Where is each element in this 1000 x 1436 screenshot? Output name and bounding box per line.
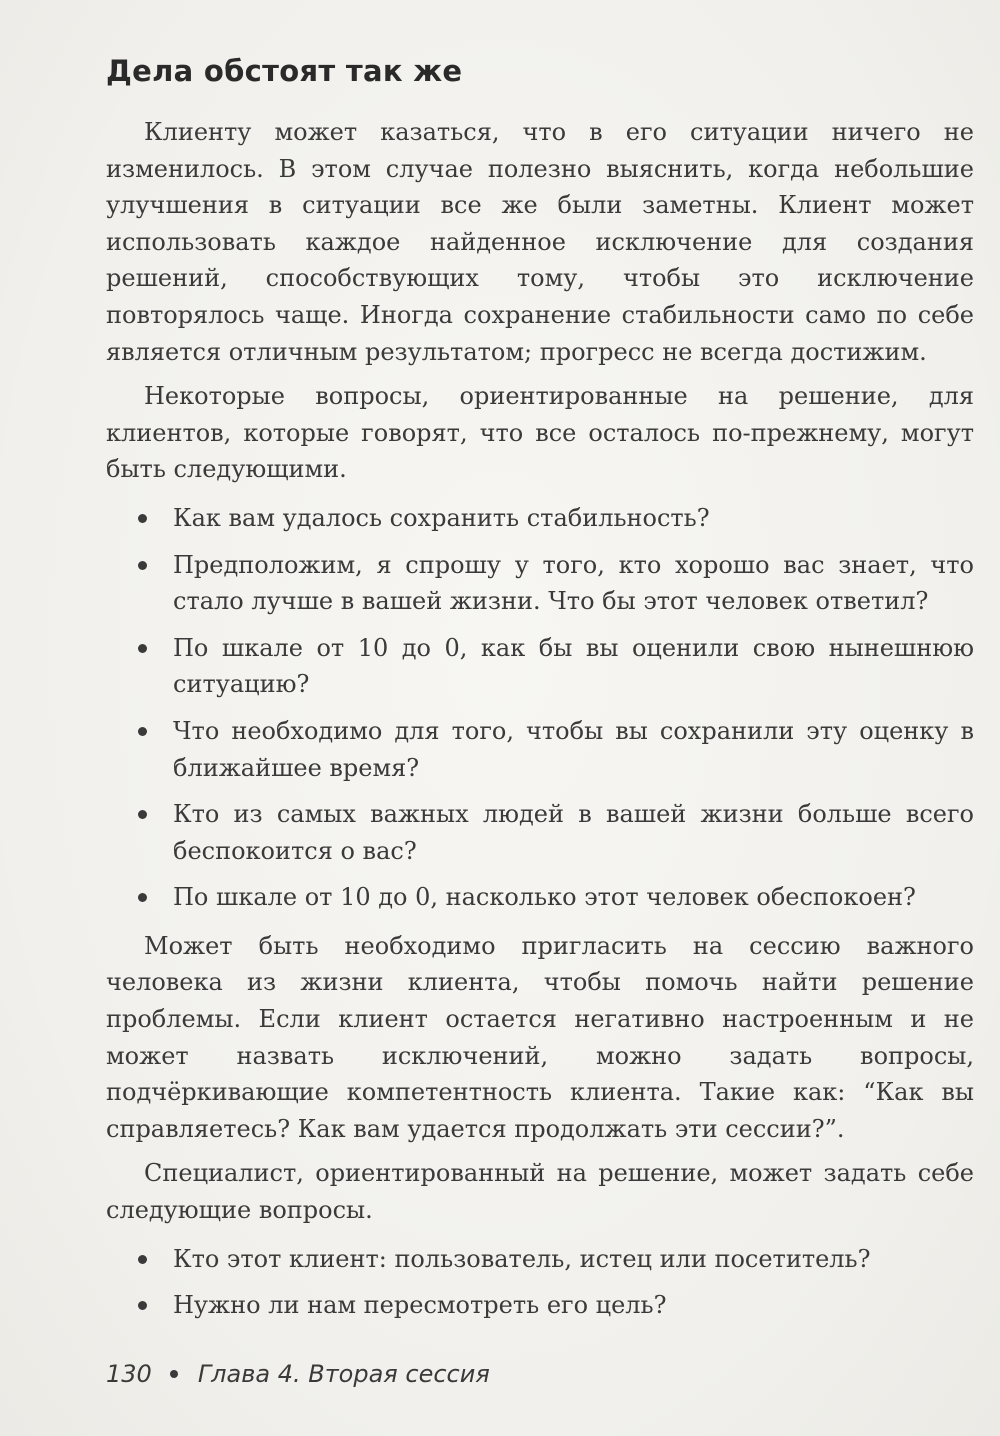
bullet-icon	[138, 1301, 147, 1310]
list-item-text: Кто из самых важных людей в вашей жизни больше всего беспокоится о вас?	[173, 800, 974, 865]
bullet-icon	[138, 1255, 147, 1264]
bullet-icon	[138, 514, 147, 523]
list-item-text: Предположим, я спрошу у того, кто хорошо вас знает, что стало лучше в вашей жизни. Что бы этот человек ответил?	[173, 550, 974, 616]
list-item	[106, 713, 974, 786]
question-list	[106, 500, 974, 916]
bullet-icon	[138, 727, 147, 736]
list-item	[106, 500, 974, 537]
bullet-icon	[138, 893, 147, 902]
list-item	[106, 630, 974, 703]
paragraph: Клиенту может казаться, что в его ситуации ничего не изменилось. В этом случае полезно выяснить, когда небольшие улучшения в ситуации все же были заметны. Клиент может использовать каждое найденное исключение для создания решений, способствующих тому, чтобы это исключение повторялось чаще. Иногда сохранение стабильности само по себе является отличным результатом; прогресс не всегда достижим.	[106, 118, 974, 366]
section-heading: Дела обстоят так же	[106, 54, 463, 88]
page-body	[106, 114, 974, 1336]
list-item-text: По шкале от 10 до 0, насколько этот человек обеспокоен?	[173, 883, 916, 912]
page-footer	[106, 1360, 490, 1388]
list-item-text: Что необходимо для того, чтобы вы сохранили эту оценку в ближайшее время?	[173, 716, 974, 782]
page-number: 130	[106, 1360, 152, 1388]
list-item-text: По шкале от 10 до 0, как бы вы оценили свою нынешнюю ситуацию?	[173, 633, 974, 699]
list-item	[106, 547, 974, 620]
list-item	[106, 1241, 974, 1278]
list-item-text: Как вам удалось сохранить стабильность?	[173, 503, 710, 532]
self-question-list	[106, 1241, 974, 1324]
list-item	[106, 1287, 974, 1324]
list-item	[106, 879, 974, 916]
bullet-icon	[138, 810, 147, 819]
list-item-text: Нужно ли нам пересмотреть его цель?	[173, 1291, 667, 1320]
bullet-icon	[138, 561, 147, 570]
paragraph: Некоторые вопросы, ориентированные на решение, для клиентов, которые говорят, что все осталось по-прежнему, могут быть следующими.	[106, 382, 974, 484]
list-item-text: Кто этот клиент: пользователь, истец или посетитель?	[173, 1244, 871, 1273]
bullet-icon	[138, 644, 147, 653]
paragraph: Может быть необходимо пригласить на сессию важного человека из жизни клиента, чтобы помочь найти решение проблемы. Если клиент остается негативно настроенным и не может назвать исключений, можно задать вопросы, подчёркивающие компетентность клиента. Такие как: “Как вы справляетесь? Как вам удается продолжать эти сессии?”.	[106, 931, 974, 1143]
chapter-title: Глава 4. Вторая сессия	[197, 1360, 490, 1388]
paragraph: Специалист, ориентированный на решение, может задать себе следующие вопросы.	[106, 1159, 974, 1225]
list-item	[106, 796, 974, 869]
separator-dot-icon	[170, 1370, 178, 1378]
